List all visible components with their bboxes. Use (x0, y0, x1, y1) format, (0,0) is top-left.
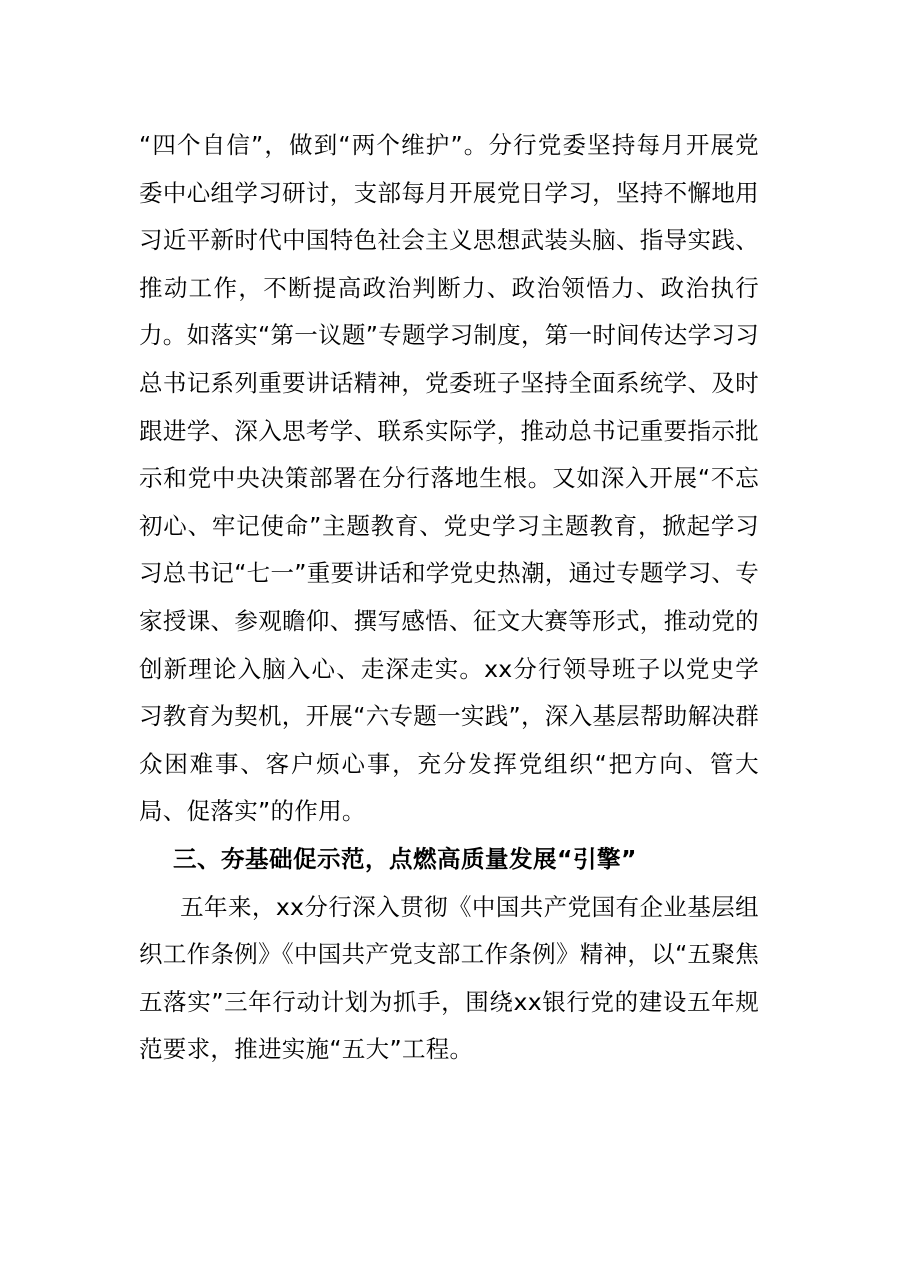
section-heading: 三、夯基础促示范，点燃高质量发展“引擎” (173, 844, 637, 873)
body-paragraph: “四个自信”，做到“两个维护”。分行党委坚持每月开展党委中心组学习研讨，支部每月开展党日学习，坚持不懈地用习近平新时代中国特色社会主义思想武装头脑、指导实践、推动工作，不断提高政治判断力、政治领悟力、政治执行力。如落实“第一议题”专题学习制度，第一时间传达学习习总书记系列重要讲话精神，党委班子坚持全面系统学、及时跟进学、深入思考学、联系实际学，推动总书记重要指示批示和党中央决策部署在分行落地生根。又如深入开展“不忘初心、牢记使命”主题教育、党史学习主题教育，掀起学习习总书记“七一”重要讲话和学党史热潮，通过专题学习、专家授课、参观瞻仰、撰写感悟、征文大赛等形式，推动党的创新理论入脑入心、走深走实。xx分行领导班子以党史学习教育为契机，开展“六专题一实践”，深入基层帮助解决群众困难事、客户烦心事，充分发挥党组织“把方向、管大局、促落实”的作用。 (139, 131, 759, 826)
document-body (139, 122, 759, 1074)
body-paragraph: 五年来，xx分行深入贯彻《中国共产党国有企业基层组织工作条例》《中国共产党支部工作条例》精神，以“五聚焦五落实”三年行动计划为抓手，围绕xx银行党的建设五年规范要求，推进实施“五大”工程。 (139, 892, 759, 1064)
